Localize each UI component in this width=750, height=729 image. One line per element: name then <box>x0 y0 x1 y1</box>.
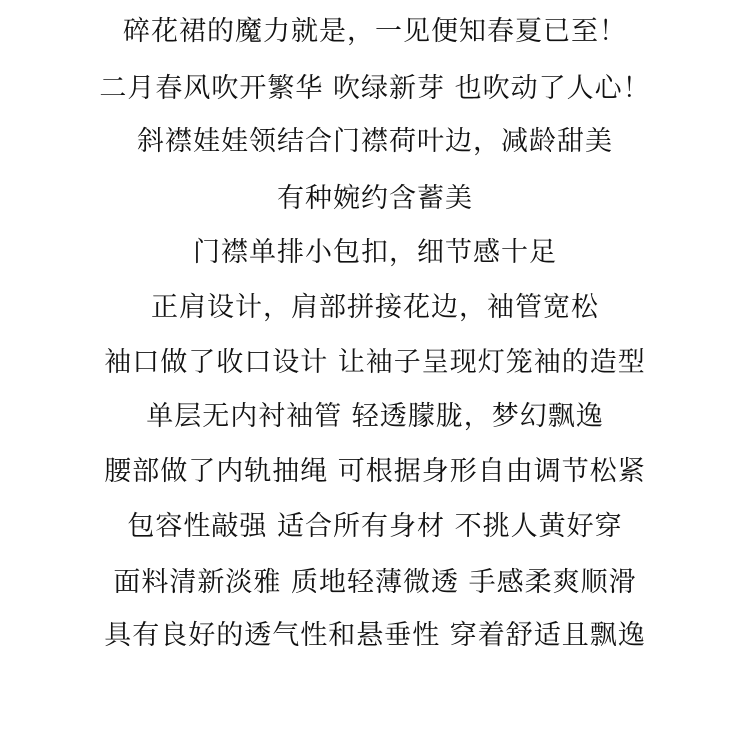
description-line-1: 碎花裙的魔力就是，一见便知春夏已至！ <box>123 16 627 47</box>
description-line-2: 二月春风吹开繁华 吹绿新芽 也吹动了人心！ <box>99 73 651 104</box>
description-line-6: 正肩设计，肩部拼接花边，袖管宽松 <box>151 292 599 323</box>
description-line-8: 单层无内衬袖管 轻透朦胧，梦幻飘逸 <box>146 401 604 432</box>
description-line-7: 袖口做了收口设计 让袖子呈现灯笼袖的造型 <box>104 347 646 378</box>
description-line-9: 腰部做了内轨抽绳 可根据身形自由调节松紧 <box>104 456 646 487</box>
description-line-12: 具有良好的透气性和悬垂性 穿着舒适且飘逸 <box>104 620 646 651</box>
description-line-11: 面料清新淡雅 质地轻薄微透 手感柔爽顺滑 <box>113 567 637 598</box>
description-line-3: 斜襟娃娃领结合门襟荷叶边，减龄甜美 <box>137 126 613 157</box>
description-line-5: 门襟单排小包扣，细节感十足 <box>193 237 557 268</box>
description-line-10: 包容性敲强 适合所有身材 不挑人黄好穿 <box>127 511 623 542</box>
description-line-4: 有种婉约含蓄美 <box>277 183 473 214</box>
